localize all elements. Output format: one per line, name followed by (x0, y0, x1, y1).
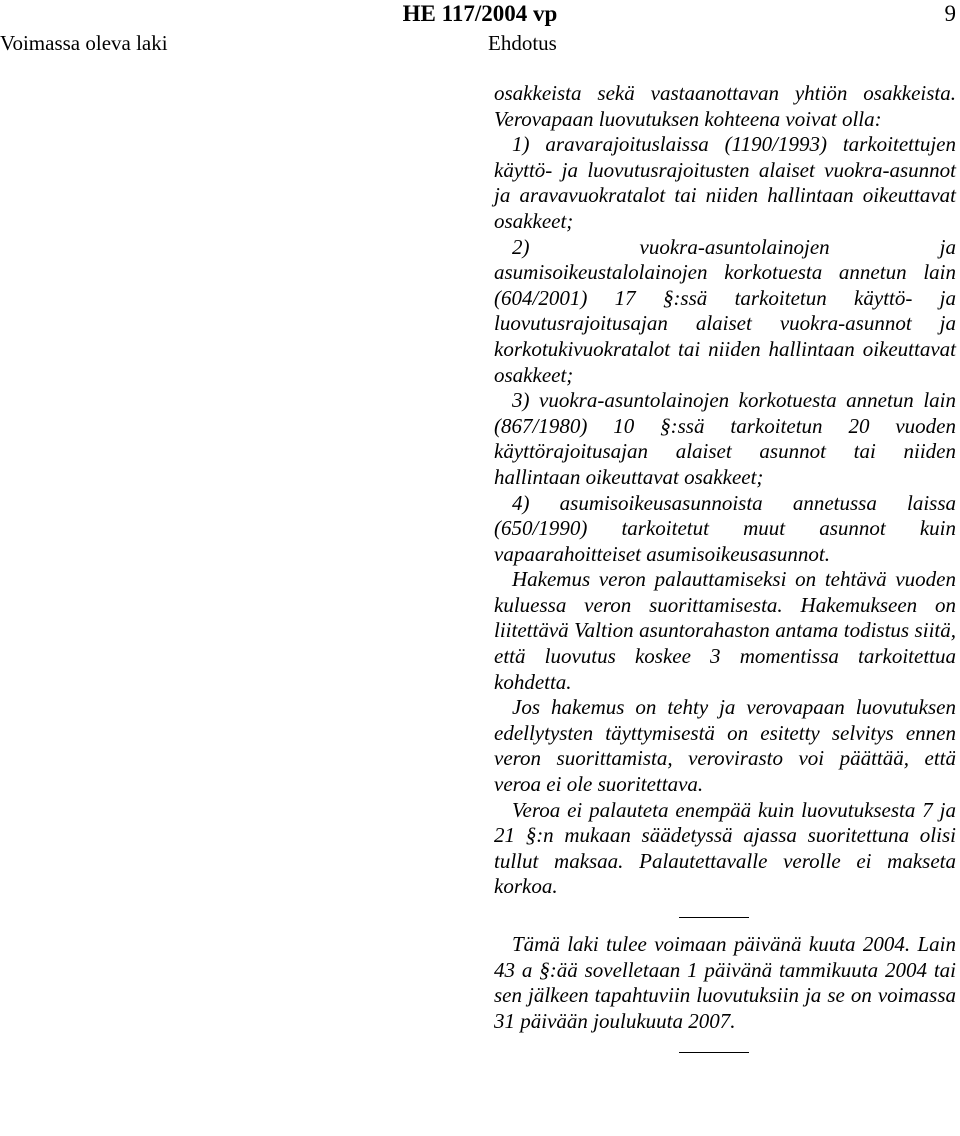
list-item-2: 2) vuokra-asuntolainojen ja asumisoikeustalolainojen korkotuesta annetun lain (604/2001) 17 §:ssä tarkoitetun käyttö- ja luovutusrajoitusajan alaiset vuokra-asunnot ja korkotukivuokratalot tai niiden hallintaan oikeuttavat osakkeet; (494, 234, 956, 387)
document-id: HE 117/2004 vp (402, 1, 558, 26)
list-item-1: 1) aravarajoituslaissa (1190/1993) tarkoitettujen käyttö- ja luovutusrajoitusten alaiset vuokra-asunnot ja aravavuokratalot tai niiden hallintaan oikeuttavat osakkeet; (494, 132, 956, 233)
paragraph-prior-clarification: Jos hakemus on tehty ja verovapaan luovutuksen edellytysten täyttymisestä on esitetty selvitys ennen veron suorittamista, verovirasto voi päättää, että veroa ei ole suoritettava. (494, 695, 956, 797)
proposal-column (494, 81, 956, 1053)
paragraph-refund-limit: Veroa ei palauteta enempää kuin luovutuksesta 7 ja 21 §:n mukaan säädetyssä ajassa suoritettuna olisi tullut maksaa. Palautettavalle verolle ei makseta korkoa. (494, 797, 956, 899)
page-header (0, 0, 960, 60)
paragraph-intro: osakkeista sekä vastaanottavan yhtiön osakkeista. Verovapaan luovutuksen kohteena voivat olla: (494, 81, 956, 131)
paragraph-entry-into-force: Tämä laki tulee voimaan päivänä kuuta 2004. Lain 43 a §:ää sovelletaan 1 päivänä tammikuuta 2004 tai sen jälkeen tapahtuviin luovutuksiin ja se on voimassa 31 päivään joulukuuta 2007. (494, 932, 956, 1033)
left-column-label: Voimassa oleva laki (0, 31, 168, 55)
right-column-label: Ehdotus (488, 31, 557, 55)
list-item-3: 3) vuokra-asuntolainojen korkotuesta annetun lain (867/1980) 10 §:ssä tarkoitetun 20 vuoden käyttörajoitusajan alaiset asunnot tai niiden hallintaan oikeuttavat osakkeet; (494, 388, 956, 489)
page-number: 9 (944, 1, 956, 26)
list-item-4: 4) asumisoikeusasunnoista annetussa laissa (650/1990) tarkoitetut muut asunnot kuin vapaarahoitteiset asumisoikeusasunnot. (494, 490, 956, 566)
end-divider (679, 1052, 749, 1053)
paragraph-application: Hakemus veron palauttamiseksi on tehtävä vuoden kuluessa veron suorittamisesta. Hakemukseen on liitettävä Valtion asuntorahaston antama todistus siitä, että luovutus koskee 3 momentissa tarkoitettua kohdetta. (494, 567, 956, 694)
